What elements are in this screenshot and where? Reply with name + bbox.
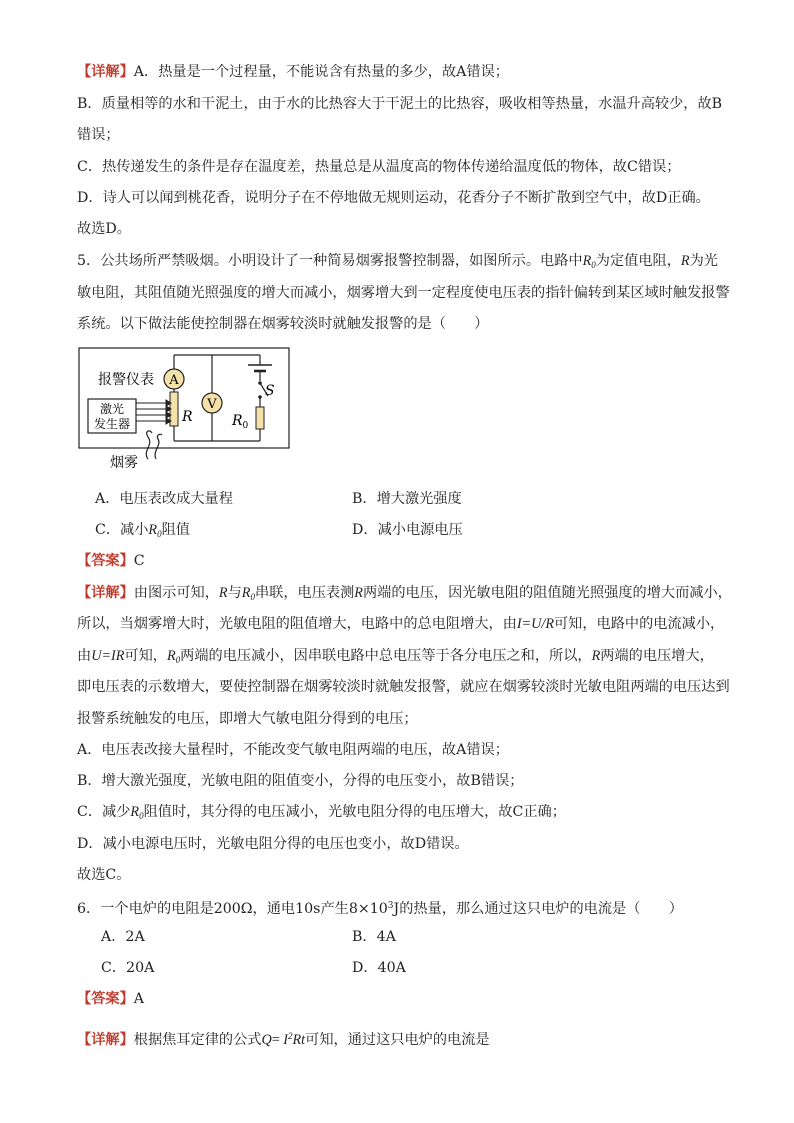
- q4-detail-line-c: C．热传递发生的条件是存在温度差，热量总是从温度高的物体传递给温度低的物体，故C错误；: [77, 159, 681, 175]
- voltmeter-label: V: [207, 397, 217, 412]
- q5-detail-line2: 所以，当烟雾增大时，光敏电阻的阻值增大，电路中的总电阻增大，由I=U/R可知，电路中的电流减小，: [77, 616, 725, 632]
- q5-option-d: D．减小电源电压: [352, 522, 463, 538]
- r-label: R: [182, 409, 193, 425]
- q4-conclusion: 故选D。: [77, 221, 131, 237]
- q4-detail-line-b1: B．质量相等的水和干泥土，由于水的比热容大于干泥土的比热容，吸收相等热量，水温升高较少，故B: [77, 96, 723, 112]
- smoke-icon: [146, 431, 162, 459]
- q4-detail-line-d: D．诗人可以闻到桃花香，说明分子在不停地做无规则运动，花香分子不断扩散到空气中，故D正确。: [77, 190, 710, 206]
- q5-option-b: B．增大激光强度: [352, 491, 462, 507]
- q5-detail-a: A．电压表改接大量程时，不能改变气敏电阻两端的电压，故A错误；: [77, 742, 509, 758]
- q5-detail-b: B．增大激光强度，光敏电阻的阻值变小，分得的电压变小，故B错误；: [77, 773, 524, 789]
- q5-detail-line5: 报警系统触发的电压，即增大气敏电阻分得到的电压；: [77, 711, 418, 727]
- q5-detail-line1: 【详解】由图示可知，R与$R_0$串联，电压表测R两端的电压，因光敏电阻的阻值随光照强度的增大而减小，: [77, 585, 732, 602]
- q5-stem-line2: 敏电阻，其阻值随光照强度的增大而减小，烟雾增大到一定程度使电压表的指针偏转到某区域时触发报警: [77, 285, 730, 301]
- q5-detail-c: C．减少$R_0$阻值时，其分得的电压减小，光敏电阻分得的电压增大，故C正确；: [77, 804, 566, 821]
- symbol-r: R: [680, 253, 690, 269]
- q6-option-d: D．40A: [352, 960, 406, 976]
- laser-beam-arrows: [136, 400, 171, 424]
- q4-detail-line-a: 【详解】A．热量是一个过程量，不能说含有热量的多少，故A错误；: [77, 64, 509, 80]
- circuit-diagram: [78, 347, 290, 473]
- q5-detail-line3: 由U=IR可知，$R_0$两端的电压减小，因串联电路中总电压等于各分电压之和，所以，R两端的电压增大，: [77, 648, 714, 665]
- symbol-r0: $R_0$: [582, 253, 596, 270]
- detail-tag: 【详解】: [77, 64, 134, 80]
- q5-option-c: C．减小$R_0$阻值: [95, 522, 190, 539]
- switch-label: S: [265, 383, 275, 399]
- alarm-meter-label: 报警仪表: [98, 372, 154, 388]
- ammeter-label: A: [169, 373, 179, 388]
- q5-stem-line1: 5．公共场所严禁吸烟。小明设计了一种简易烟雾报警控制器，如图所示。电路中$R_0$为定值电阻，R为光: [77, 253, 718, 270]
- q5-detail-line4: 即电压表的示数增大，要使控制器在烟雾较淡时就触发报警，就应在烟雾较淡时光敏电阻两端的电压达到: [77, 679, 730, 695]
- q6-stem: 6．一个电炉的电阻是200Ω，通电10s产生$8\times 10^3J$的热量，那么通过这只电炉的电流是（ ）: [77, 901, 683, 917]
- smoke-label: 烟雾: [110, 455, 138, 471]
- q6-option-c: C．20A: [101, 960, 155, 976]
- resistor-r0-icon: [256, 407, 264, 429]
- q6-option-b: B．4A: [352, 929, 396, 945]
- q5-conclusion: 故选C。: [77, 867, 131, 883]
- q4-detail-line-b2: 错误；: [77, 127, 120, 143]
- q5-option-a: A．电压表改成大量程: [95, 491, 233, 507]
- q6-detail: 【详解】根据焦耳定律的公式$Q= I^2Rt$可知，通过这只电炉的电流是: [77, 1031, 490, 1048]
- q6-option-a: A．2A: [101, 929, 145, 945]
- laser-label-2: 发生器: [93, 417, 131, 431]
- joule-formula: $Q= I^2Rt$: [261, 1031, 306, 1048]
- q5-answer: 【答案】C: [77, 553, 145, 569]
- r0-label: $R_0$: [232, 413, 249, 431]
- q5-detail-d: D．减小电源电压时，光敏电阻分得的电压也变小，故D错误。: [77, 836, 469, 852]
- q6-answer: 【答案】A: [77, 991, 145, 1007]
- q5-stem-line3: 系统。以下做法能使控制器在烟雾较淡时就触发报警的是（ ）: [77, 316, 489, 332]
- laser-label-1: 激光: [99, 402, 125, 416]
